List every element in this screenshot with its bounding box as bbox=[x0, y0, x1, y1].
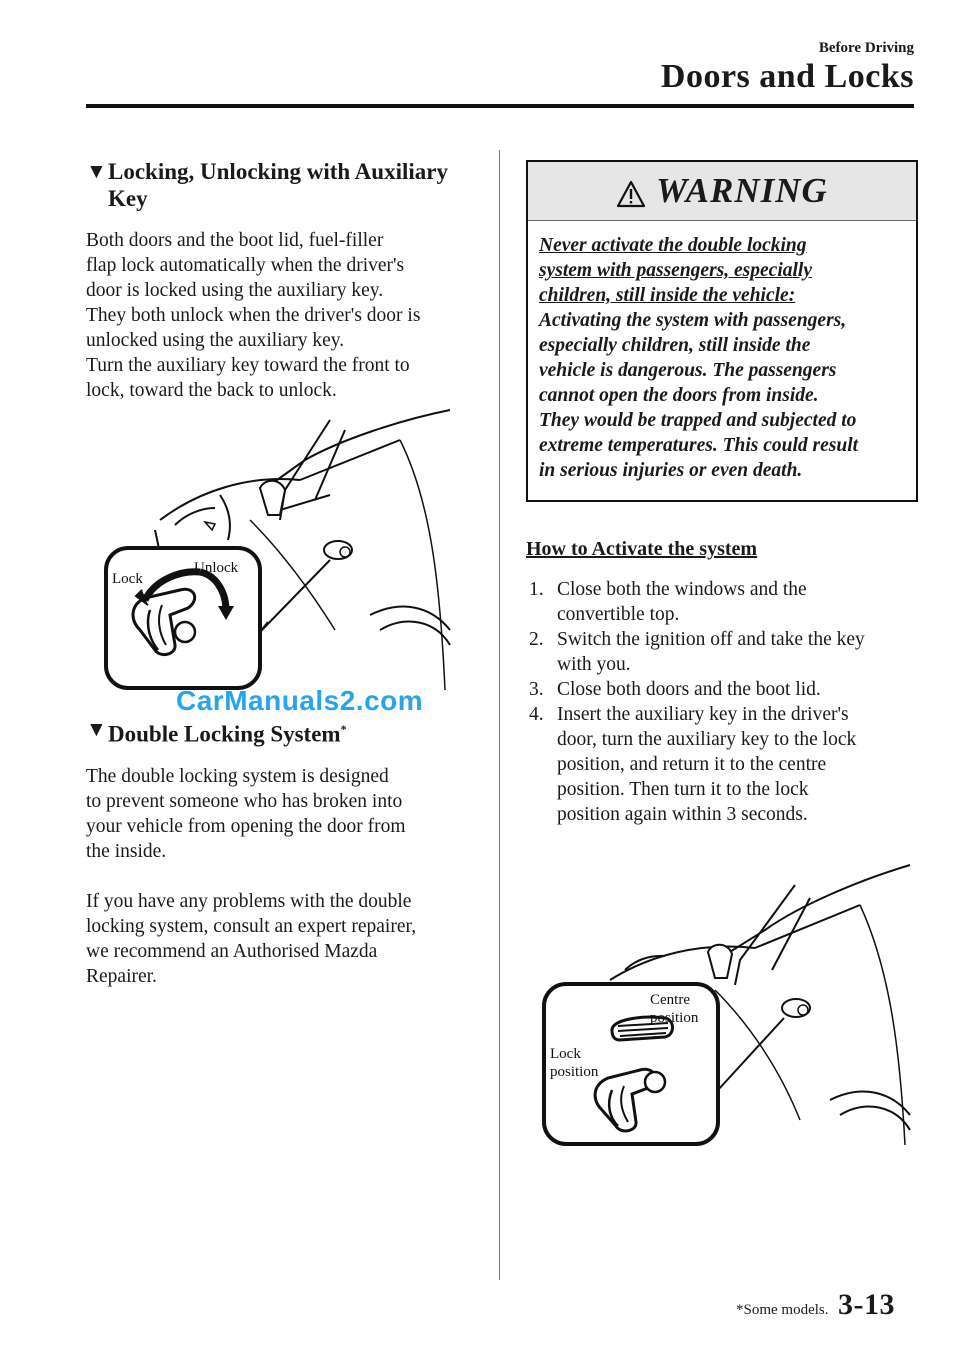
text-line: They both unlock when the driver's door is bbox=[86, 305, 421, 326]
section2-paragraph1 bbox=[86, 764, 472, 864]
text-line: unlocked using the auxiliary key. bbox=[86, 330, 345, 351]
page-number: 3-13 bbox=[838, 1288, 895, 1321]
step-line: Close both doors and the boot lid. bbox=[557, 679, 821, 700]
footnote: *Some models. bbox=[736, 1302, 829, 1318]
watermark: CarManuals2.com bbox=[176, 685, 424, 716]
warning-line: in serious injuries or even death. bbox=[539, 460, 803, 481]
how-to-title: How to Activate the system bbox=[526, 538, 758, 560]
step-number: 2. bbox=[529, 629, 544, 650]
step-line: convertible top. bbox=[557, 604, 680, 625]
unlock-label: Unlock bbox=[194, 560, 239, 576]
double-lock-key-illustration bbox=[540, 860, 920, 1150]
section1-paragraph bbox=[86, 228, 472, 403]
warning-underlined-line: Never activate the double locking bbox=[539, 235, 807, 256]
warning-underlined-line: system with passengers, especially bbox=[539, 260, 812, 281]
step-line: position. Then turn it to the lock bbox=[557, 779, 809, 800]
step-item bbox=[526, 702, 918, 827]
text-line: flap lock automatically when the driver's bbox=[86, 255, 405, 276]
some-models-marker: * bbox=[340, 722, 347, 736]
text-line: your vehicle from opening the door from bbox=[86, 815, 406, 837]
step-line: Close both the windows and the bbox=[557, 579, 807, 600]
section-locking-auxiliary bbox=[86, 158, 472, 403]
text-line: we recommend an Authorised Mazda bbox=[86, 940, 378, 962]
lock-label: Lock bbox=[112, 571, 143, 587]
step-line: door, turn the auxiliary key to the lock bbox=[557, 729, 857, 750]
chapter-title: Before Driving bbox=[818, 40, 914, 56]
text-line: the inside. bbox=[86, 840, 167, 862]
warning-line: Activating the system with passengers, bbox=[539, 310, 847, 331]
step-item bbox=[526, 577, 918, 627]
text-line: Turn the auxiliary key toward the front to bbox=[86, 355, 410, 376]
centre-label-2: position bbox=[650, 1010, 699, 1026]
warning-title: WARNING bbox=[656, 171, 828, 210]
triangle-marker-icon: ▼ bbox=[86, 159, 107, 183]
text-line: Both doors and the boot lid, fuel-filler bbox=[86, 230, 384, 251]
section2-title: Double Locking System bbox=[108, 721, 341, 747]
step-item bbox=[526, 627, 918, 677]
warning-box bbox=[526, 160, 918, 502]
section-double-locking bbox=[86, 716, 472, 989]
section-title: Doors and Locks bbox=[660, 58, 914, 95]
warning-triangle-icon bbox=[616, 179, 646, 209]
lock-label-2: position bbox=[550, 1064, 599, 1080]
step-item bbox=[526, 677, 918, 702]
step-line: position, and return it to the centre bbox=[557, 754, 827, 775]
step-number: 4. bbox=[529, 704, 544, 725]
warning-header bbox=[528, 162, 916, 221]
warning-line: vehicle is dangerous. The passengers bbox=[539, 360, 837, 381]
auxiliary-key-door-illustration bbox=[100, 400, 460, 695]
text-line: door is locked using the auxiliary key. bbox=[86, 280, 384, 301]
centre-label-1: Centre bbox=[650, 992, 690, 1008]
warning-line: especially children, still inside the bbox=[539, 335, 811, 356]
triangle-marker-icon: ▼ bbox=[86, 717, 107, 741]
step-line: with you. bbox=[557, 654, 631, 675]
step-number: 3. bbox=[529, 679, 544, 700]
warning-line: They would be trapped and subjected to bbox=[539, 410, 857, 431]
warning-body bbox=[528, 221, 916, 483]
header-rule bbox=[86, 104, 914, 108]
step-number: 1. bbox=[529, 579, 544, 600]
step-line: Insert the auxiliary key in the driver's bbox=[557, 704, 849, 725]
column-divider bbox=[499, 150, 500, 1280]
section1-title: Locking, Unlocking with Auxiliary Key bbox=[108, 159, 448, 211]
text-line: to prevent someone who has broken into bbox=[86, 790, 403, 812]
text-line: The double locking system is designed bbox=[86, 765, 389, 787]
section1-heading bbox=[86, 158, 472, 212]
step-line: position again within 3 seconds. bbox=[557, 804, 808, 825]
activation-steps bbox=[526, 577, 918, 827]
warning-line: extreme temperatures. This could result bbox=[539, 435, 859, 456]
section2-paragraph2 bbox=[86, 889, 472, 989]
warning-line: cannot open the doors from inside. bbox=[539, 385, 819, 406]
step-line: Switch the ignition off and take the key bbox=[557, 629, 865, 650]
text-line: Repairer. bbox=[86, 965, 157, 987]
text-line: lock, toward the back to unlock. bbox=[86, 380, 337, 401]
text-line: If you have any problems with the double bbox=[86, 890, 412, 912]
lock-label-1: Lock bbox=[550, 1046, 581, 1062]
text-line: locking system, consult an expert repairer, bbox=[86, 915, 417, 937]
section2-heading bbox=[86, 716, 472, 748]
warning-underlined-line: children, still inside the vehicle: bbox=[539, 285, 796, 306]
